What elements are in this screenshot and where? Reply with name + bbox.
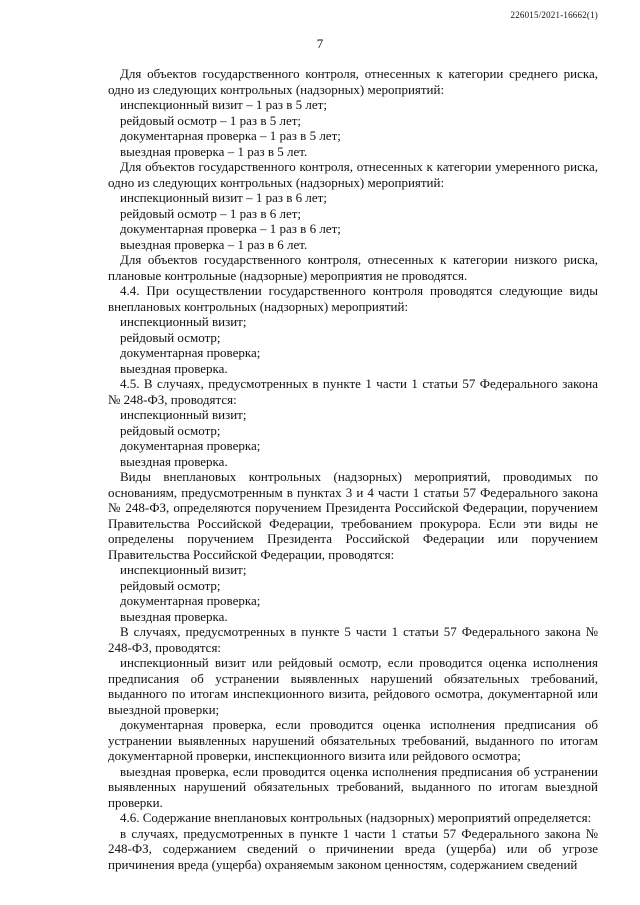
page-number: 7 bbox=[316, 36, 324, 51]
paragraph: Для объектов государственного контроля, отнесенных к категории среднего риска, одно из следующих контрольных (надзорных) мероприятий: bbox=[108, 66, 598, 97]
paragraph: инспекционный визит или рейдовый осмотр, если проводится оценка исполнения предписания об устранении выявленных нарушений обязательных требований, выданного по итогам инспекционного визита, рейдового осмотра, документарной или выездной проверки; bbox=[108, 655, 598, 717]
list-item: инспекционный визит – 1 раз в 5 лет; bbox=[120, 97, 327, 112]
list-item: инспекционный визит – 1 раз в 6 лет; bbox=[120, 190, 327, 205]
list-item: документарная проверка – 1 раз в 6 лет; bbox=[120, 221, 341, 236]
list-item: документарная проверка; bbox=[120, 593, 261, 608]
list-item: инспекционный визит; bbox=[120, 562, 247, 577]
paragraph: выездная проверка, если проводится оценка исполнения предписания об устранении выявленных нарушений обязательных требований, выданного по итогам выездной проверки. bbox=[108, 763, 598, 810]
document-body bbox=[108, 66, 598, 872]
list-item: выездная проверка – 1 раз в 6 лет. bbox=[120, 236, 308, 252]
list-item: выездная проверка – 1 раз в 5 лет. bbox=[120, 143, 308, 159]
paragraph: в случаях, предусмотренных в пункте 1 части 1 статьи 57 Федерального закона № 248-ФЗ, содержанием сведений о причинении вреда (ущерба) или об угрозе причинения вреда (ущерба) охраняемым законом ценностям, содержанием сведений bbox=[108, 825, 598, 872]
list-item: выездная проверка. bbox=[120, 360, 228, 376]
paragraph: Виды внеплановых контрольных (надзорных) мероприятий, проводимых по основаниям, предусмотренным в пунктах 3 и 4 части 1 статьи 57 Федерального закона № 248-ФЗ, определяются поручением Президента Российской Федерации, поручением Правительства Российской Федерации, требованием прокурора. Если эти виды не определены поручением Президента Российской Федерации или поручением Правительства Российской Федерации, проводятся: bbox=[108, 469, 598, 562]
list-item: документарная проверка; bbox=[120, 345, 261, 360]
list-item: рейдовый осмотр; bbox=[120, 422, 221, 438]
list-item: инспекционный визит; bbox=[120, 314, 247, 329]
paragraph: 4.5. В случаях, предусмотренных в пункте 1 части 1 статьи 57 Федерального закона № 248-ФЗ, проводятся: bbox=[108, 376, 598, 407]
list-item: документарная проверка – 1 раз в 5 лет; bbox=[120, 128, 341, 143]
list-item: инспекционный визит; bbox=[120, 407, 247, 422]
paragraph: Для объектов государственного контроля, отнесенных к категории низкого риска, плановые контрольные (надзорные) мероприятия не проводятся. bbox=[108, 252, 598, 283]
list-item: рейдовый осмотр; bbox=[120, 577, 221, 593]
paragraph: 4.6. Содержание внеплановых контрольных (надзорных) мероприятий определяется: bbox=[120, 810, 592, 825]
document-id: 226015/2021-16662(1) bbox=[510, 10, 598, 20]
list-item: выездная проверка. bbox=[120, 453, 228, 469]
list-item: рейдовый осмотр – 1 раз в 5 лет; bbox=[120, 112, 302, 128]
paragraph: документарная проверка, если проводится оценка исполнения предписания об устранении выявленных нарушений обязательных требований, выданного по итогам документарной проверки, инспекционного визита или рейдового осмотра; bbox=[108, 717, 598, 763]
paragraph: 4.4. При осуществлении государственного контроля проводятся следующие виды внеплановых контрольных (надзорных) мероприятий: bbox=[108, 283, 598, 314]
list-item: рейдовый осмотр – 1 раз в 6 лет; bbox=[120, 205, 302, 221]
list-item: рейдовый осмотр; bbox=[120, 329, 221, 345]
list-item: выездная проверка. bbox=[120, 608, 228, 624]
paragraph: В случаях, предусмотренных в пункте 5 части 1 статьи 57 Федерального закона № 248-ФЗ, проводятся: bbox=[108, 624, 598, 655]
paragraph: Для объектов государственного контроля, отнесенных к категории умеренного риска, одно из следующих контрольных (надзорных) мероприятий: bbox=[108, 159, 598, 190]
list-item: документарная проверка; bbox=[120, 438, 261, 453]
